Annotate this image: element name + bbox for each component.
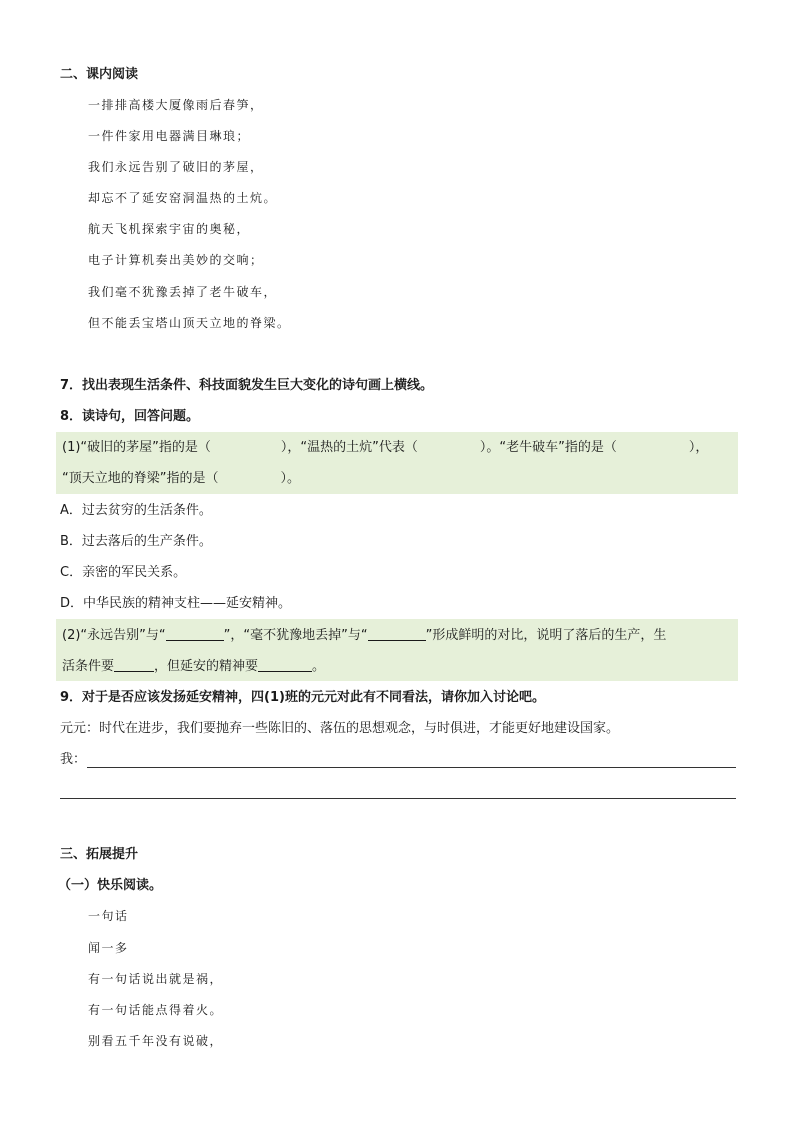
poem-line: 但不能丢宝塔山顶天立地的脊梁。: [88, 316, 291, 330]
option-c: C．亲密的军民关系。: [60, 565, 187, 580]
option-b: B．过去落后的生产条件。: [60, 534, 212, 549]
answer-blank[interactable]: [368, 626, 426, 641]
poem-line: 我们毫不犹豫丢掉了老牛破车，: [88, 285, 278, 299]
poem-line: 电子计算机奏出美妙的交响；: [88, 253, 264, 267]
q8-sub1-text: ）。: [280, 471, 300, 486]
q8-sub2-text: ”形成鲜明的对比，说明了落后的生产，生: [425, 628, 667, 643]
poem-title: 一句话: [88, 909, 129, 923]
option-d: D．中华民族的精神支柱——延安精神。: [60, 596, 292, 611]
answer-blank[interactable]: [258, 657, 312, 672]
section2-title: 二、课内阅读: [60, 67, 139, 82]
poem-line: 一件件家用电器满目琳琅；: [88, 129, 251, 143]
me-label: 我：: [60, 752, 87, 767]
q8-sub2-text: 。: [312, 659, 326, 674]
poem-line: 有一句话能点得着火。: [88, 1003, 224, 1017]
option-a: A．过去贫穷的生活条件。: [60, 503, 212, 518]
q8-sub1-text: (1)“破旧的茅屋”指的是（: [62, 440, 211, 455]
section3-title: 三、拓展提升: [60, 847, 139, 862]
question-8-title: 8．读诗句，回答问题。: [60, 409, 200, 424]
poem-line: 别看五千年没有说破，: [88, 1034, 224, 1048]
question-7: 7．找出表现生活条件、科技面貌发生巨大变化的诗句画上横线。: [60, 378, 434, 393]
question-9-title: 9．对于是否应该发扬延安精神，四(1)班的元元对此有不同看法，请你加入讨论吧。: [60, 690, 545, 705]
q8-sub2-line1: [62, 626, 666, 646]
answer-blank[interactable]: [166, 626, 224, 641]
poem-line: 却忘不了延安窑洞温热的土炕。: [88, 191, 278, 205]
q8-sub2-line2: [62, 657, 325, 677]
q8-sub2-text: ”，“毫不犹豫地丢掉”与“: [223, 628, 368, 643]
poem-line: 我们永远告别了破旧的茅屋，: [88, 160, 264, 174]
q8-sub1-line1: [62, 438, 708, 458]
q8-sub1-line2: [62, 469, 300, 489]
answer-blank[interactable]: [114, 657, 154, 672]
q8-sub1-text: ）。“老牛破车”指的是（: [479, 440, 617, 455]
poem-line: 航天飞机探索宇宙的奥秘，: [88, 222, 251, 236]
poem-author: 闻一多: [88, 941, 129, 955]
poem-line: 一排排高楼大厦像雨后春笋，: [88, 98, 264, 112]
answer-line[interactable]: [87, 767, 736, 768]
poem-line: 有一句话说出就是祸，: [88, 972, 224, 986]
q8-sub1-text: “顶天立地的脊梁”指的是（: [62, 471, 219, 486]
q8-sub1-text: ），: [688, 440, 709, 455]
q8-sub1-text: ），“温热的土炕”代表（: [280, 440, 418, 455]
section3-subtitle: （一）快乐阅读。: [58, 878, 163, 893]
q8-sub2-text: 活条件要: [62, 659, 115, 674]
q8-sub2-text: ，但延安的精神要: [154, 659, 259, 674]
answer-line[interactable]: [60, 798, 736, 799]
yuanyuan-view: 元元：时代在进步，我们要抛弃一些陈旧的、落伍的思想观念，与时俱进，才能更好地建设国家。: [60, 721, 620, 736]
q8-sub2-text: (2)“永远告别”与“: [62, 628, 166, 643]
